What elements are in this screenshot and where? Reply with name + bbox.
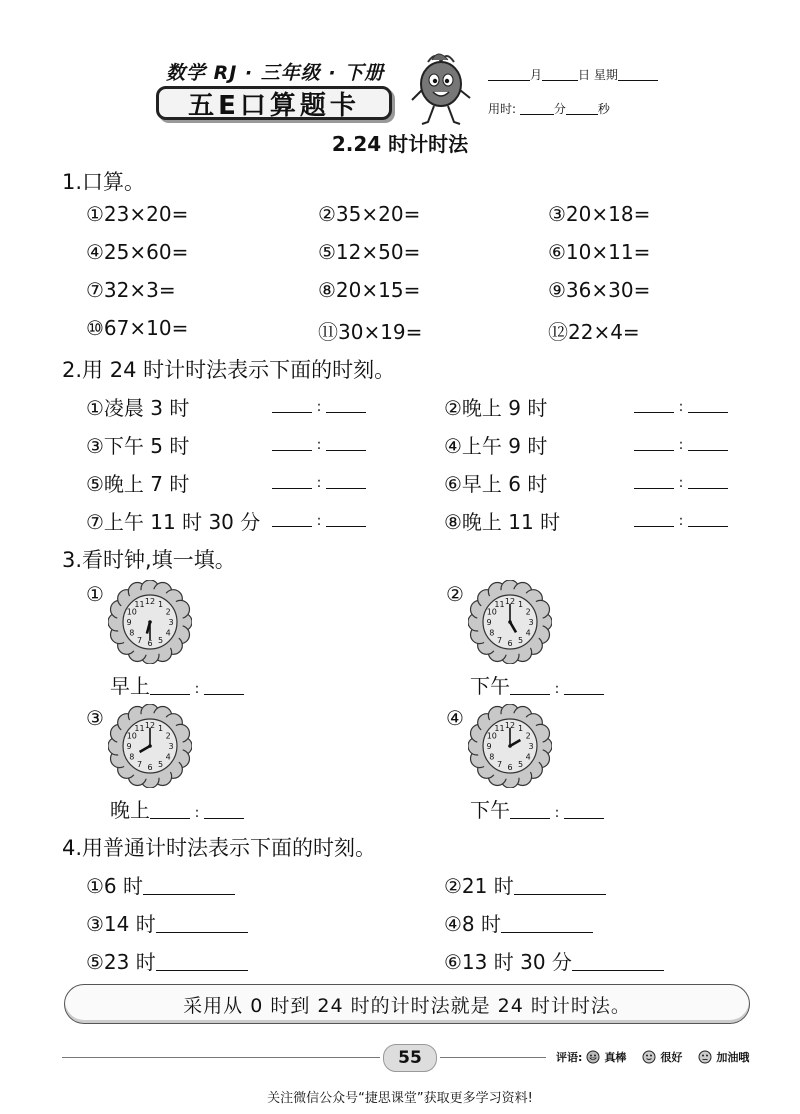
clock-icon — [468, 704, 552, 788]
clock-number: ② — [446, 582, 464, 606]
clock-numeral: 8 — [129, 752, 135, 762]
clock-numeral: 11 — [134, 599, 145, 609]
clock-numeral: 2 — [165, 607, 171, 617]
time-item: ③下午 5 时 — [86, 434, 190, 458]
time-used-line — [488, 100, 610, 117]
calc-item: ①23×20= — [86, 202, 189, 226]
clock-numeral: 1 — [157, 723, 164, 733]
clock-numeral: 12 — [144, 721, 156, 730]
title-banner — [156, 86, 392, 120]
minute-blank[interactable] — [520, 102, 554, 115]
clock-numeral: 5 — [157, 760, 164, 770]
day-blank[interactable] — [542, 68, 578, 81]
month-label: 月 — [530, 68, 543, 82]
calc-item: ②35×20= — [318, 202, 421, 226]
month-blank[interactable] — [488, 68, 530, 81]
section-1-title: 1.口算。 — [62, 170, 146, 194]
minute-label: 分 — [553, 102, 566, 116]
section-2-title: 2.用 24 时计时法表示下面的时刻。 — [62, 358, 396, 382]
answer-blank[interactable] — [156, 914, 248, 933]
time-item: ⑤晚上 7 时 — [86, 472, 190, 496]
clock-numeral: 6 — [507, 763, 513, 772]
clock-numeral: 11 — [494, 723, 505, 733]
neutral-face-icon — [698, 1050, 712, 1064]
answer-blank[interactable] — [143, 876, 235, 895]
clock-answer[interactable]: 早上 : — [110, 670, 244, 699]
answer-blank[interactable]: : — [272, 506, 366, 530]
footer-divider — [62, 1057, 380, 1058]
calc-item: ⑨36×30= — [548, 278, 651, 302]
answer-blank[interactable]: : — [634, 430, 728, 454]
rating-option[interactable]: 加油哦 — [716, 1051, 750, 1064]
clock-numeral: 3 — [528, 618, 534, 627]
convert-item: ①6 时 — [86, 870, 235, 899]
calc-item: ③20×18= — [548, 202, 651, 226]
clock-numeral: 4 — [165, 752, 171, 762]
clock-numeral: 10 — [486, 731, 497, 741]
clock-numeral: 7 — [136, 760, 143, 770]
clock-numeral: 12 — [144, 597, 156, 606]
convert-item: ②21 时 — [444, 870, 606, 899]
clock-numeral: 10 — [126, 607, 137, 617]
weekday-blank[interactable] — [618, 68, 658, 81]
convert-item: ⑤23 时 — [86, 946, 248, 975]
grin-face-icon — [586, 1050, 600, 1064]
rating-option[interactable]: 真棒 — [604, 1051, 627, 1064]
banner-text: 五E口算题卡 — [188, 90, 360, 121]
rating-option[interactable]: 很好 — [660, 1051, 683, 1064]
clock-numeral: 11 — [134, 723, 145, 733]
section-3-title: 3.看时钟,填一填。 — [62, 548, 236, 572]
clock-numeral: 9 — [486, 742, 492, 751]
clock-numeral: 6 — [507, 639, 513, 648]
time-item: ①凌晨 3 时 — [86, 396, 190, 420]
answer-blank[interactable]: : — [272, 430, 366, 454]
time-item: ⑧晚上 11 时 — [444, 510, 561, 534]
clock-numeral: 10 — [126, 731, 137, 741]
second-blank[interactable] — [566, 102, 598, 115]
clock-numeral: 9 — [126, 618, 132, 627]
calc-item: ⑩67×10= — [86, 316, 189, 340]
calc-item: ⑦32×3= — [86, 278, 176, 302]
time-item: ⑥早上 6 时 — [444, 472, 548, 496]
mascot-icon — [408, 50, 474, 130]
page-number: 55 — [383, 1044, 437, 1072]
clock-numeral: 1 — [517, 599, 524, 609]
calc-item: ⑫22×4= — [548, 320, 640, 344]
clock-numeral: 7 — [136, 636, 143, 646]
clock-number: ① — [86, 582, 104, 606]
clock-numeral: 3 — [168, 618, 174, 627]
calc-item: ⑥10×11= — [548, 240, 651, 264]
day-label: 日 — [578, 68, 591, 82]
rating-area — [556, 1049, 749, 1065]
convert-item: ③14 时 — [86, 908, 248, 937]
section-4-title: 4.用普通计时法表示下面的时刻。 — [62, 836, 377, 860]
footer-notice: 关注微信公众号“捷思课堂”获取更多学习资料! — [267, 1091, 533, 1106]
answer-blank[interactable] — [514, 876, 606, 895]
clock-number: ④ — [446, 706, 464, 730]
clock-numeral: 8 — [489, 752, 495, 762]
subject-label: 数学 RJ · 三年级 · 下册 — [166, 62, 385, 84]
clock-numeral: 3 — [168, 742, 174, 751]
clock-numeral: 3 — [528, 742, 534, 751]
clock-numeral: 12 — [504, 721, 516, 730]
date-line — [488, 66, 658, 83]
time-item: ④上午 9 时 — [444, 434, 548, 458]
clock-numeral: 12 — [504, 597, 516, 606]
clock-numeral: 8 — [129, 628, 135, 638]
clock-numeral: 9 — [126, 742, 132, 751]
clock-icon — [108, 704, 192, 788]
clock-numeral: 7 — [496, 636, 503, 646]
answer-blank[interactable]: : — [272, 468, 366, 492]
clock-numeral: 11 — [494, 599, 505, 609]
clock-numeral: 7 — [496, 760, 503, 770]
clock-numeral: 6 — [147, 763, 153, 772]
clock-numeral: 4 — [525, 628, 531, 638]
clock-numeral: 8 — [489, 628, 495, 638]
time-item: ⑦上午 11 时 30 分 — [86, 510, 261, 534]
clock-answer[interactable]: 晚上 : — [110, 794, 244, 823]
smile-face-icon — [642, 1050, 656, 1064]
clock-icon — [468, 580, 552, 664]
clock-numeral: 2 — [525, 607, 531, 617]
clock-numeral: 1 — [517, 723, 524, 733]
clock-numeral: 4 — [165, 628, 171, 638]
footer-divider — [440, 1057, 546, 1058]
answer-blank[interactable]: : — [634, 392, 728, 416]
clock-answer[interactable]: 下午 : — [470, 670, 604, 699]
clock-numeral: 5 — [517, 636, 524, 646]
clock-numeral: 5 — [517, 760, 524, 770]
clock-numeral: 4 — [525, 752, 531, 762]
summary-box: 采用从 0 时到 24 时的计时法就是 24 时计时法。 — [64, 984, 750, 1024]
answer-blank[interactable]: : — [634, 506, 728, 530]
convert-item: ④8 时 — [444, 908, 593, 937]
clock-numeral: 5 — [157, 636, 164, 646]
clock-numeral: 10 — [486, 607, 497, 617]
answer-blank[interactable] — [501, 914, 593, 933]
convert-item: ⑥13 时 30 分 — [444, 946, 664, 975]
clock-numeral: 6 — [147, 639, 153, 648]
lesson-title: 2.24 时计时法 — [331, 132, 469, 156]
calc-item: ⑪30×19= — [318, 320, 423, 344]
calc-item: ④25×60= — [86, 240, 189, 264]
rating-label: 评语: — [556, 1051, 583, 1064]
calc-item: ⑤12×50= — [318, 240, 421, 264]
clock-numeral: 1 — [157, 599, 164, 609]
clock-number: ③ — [86, 706, 104, 730]
clock-numeral: 2 — [165, 731, 171, 741]
answer-blank[interactable]: : — [634, 468, 728, 492]
answer-blank[interactable]: : — [272, 392, 366, 416]
calc-item: ⑧20×15= — [318, 278, 421, 302]
clock-answer[interactable]: 下午 : — [470, 794, 604, 823]
weekday-label: 星期 — [593, 68, 618, 82]
answer-blank[interactable] — [572, 952, 664, 971]
time-item: ②晚上 9 时 — [444, 396, 548, 420]
time-used-label: 用时: — [488, 102, 517, 116]
second-label: 秒 — [597, 102, 610, 116]
answer-blank[interactable] — [156, 952, 248, 971]
clock-numeral: 9 — [486, 618, 492, 627]
clock-icon — [108, 580, 192, 664]
clock-numeral: 2 — [525, 731, 531, 741]
